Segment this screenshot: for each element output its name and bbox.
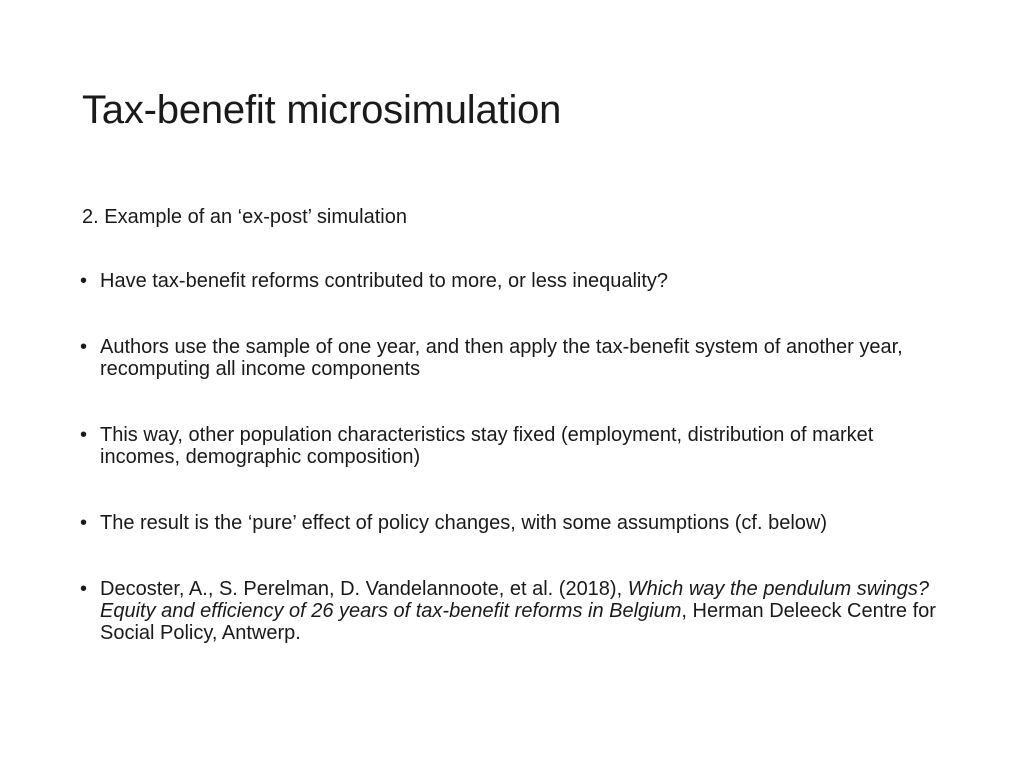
bullet-text: The result is the ‘pure’ effect of policy changes, with some assumptions (cf. below) — [100, 512, 828, 534]
citation-title: Which way the pendulum swings? Equity and efficiency of 26 years of tax-benefit reforms in Belgium — [100, 578, 929, 622]
bullet-list — [80, 270, 950, 644]
citation-text — [100, 578, 936, 644]
bullet-icon: • — [80, 512, 88, 534]
bullet-icon: • — [80, 270, 88, 292]
bullet-text: Authors use the sample of one year, and then apply the tax-benefit system of another year, recomputing all income components — [100, 336, 903, 380]
bullet-item-method — [80, 336, 950, 380]
citation-authors: Decoster, A., S. Perelman, D. Vandelannoote, et al. (2018), — [100, 578, 628, 600]
section-subheading: 2. Example of an ‘ex-post’ simulation — [82, 206, 407, 228]
bullet-icon: • — [80, 578, 88, 600]
bullet-item-citation — [80, 578, 950, 644]
bullet-item-result — [80, 512, 950, 534]
bullet-icon: • — [80, 336, 88, 358]
bullet-icon: • — [80, 424, 88, 446]
bullet-text: This way, other population characteristics stay fixed (employment, distribution of market incomes, demographic composition) — [100, 424, 874, 468]
slide-title: Tax-benefit microsimulation — [82, 88, 562, 132]
bullet-item-question — [80, 270, 950, 292]
bullet-text: Have tax-benefit reforms contributed to more, or less inequality? — [100, 270, 669, 292]
bullet-item-fixed-characteristics — [80, 424, 950, 468]
citation-publisher: , Herman Deleeck Centre for Social Policy, Antwerp. — [100, 600, 936, 644]
